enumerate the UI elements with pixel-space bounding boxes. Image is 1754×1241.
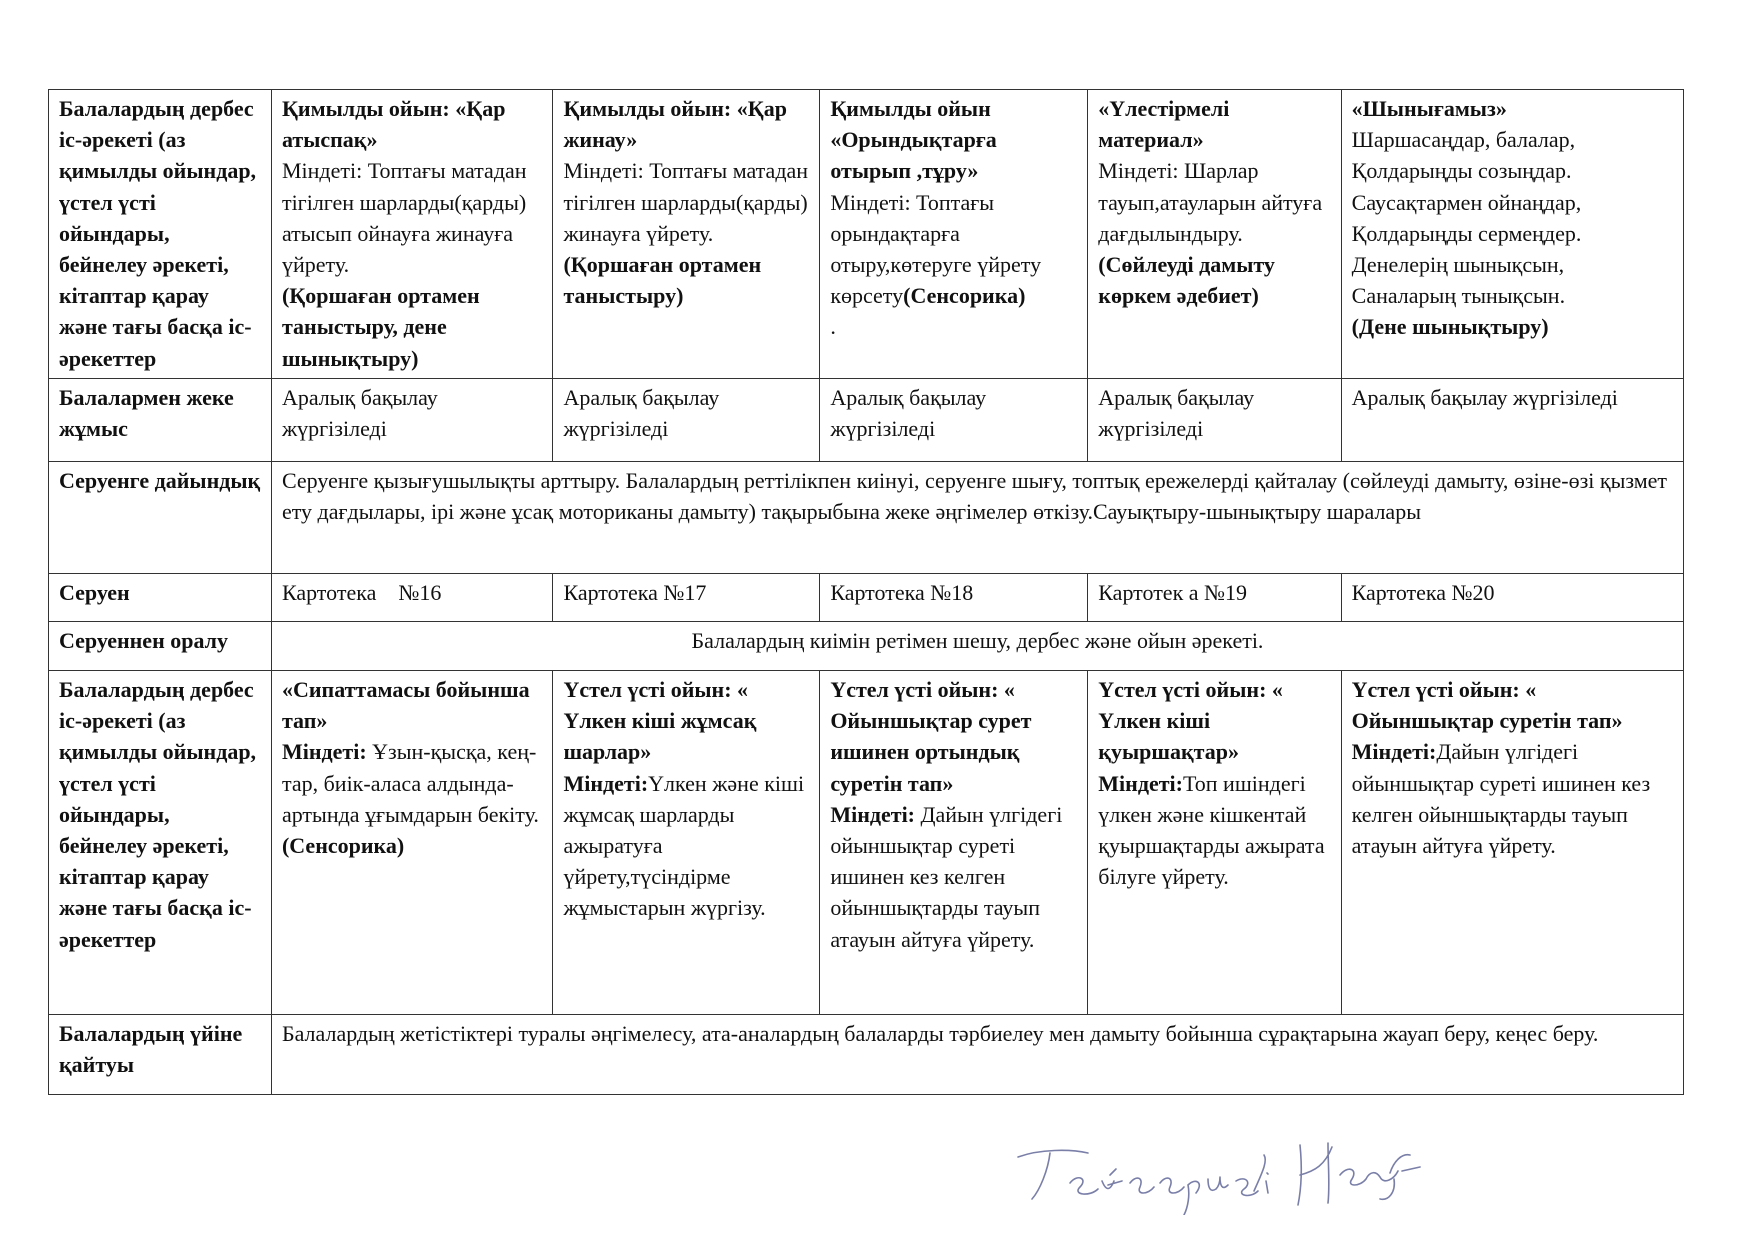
poem-line: Саналарың тынықсын. [1351,283,1566,309]
plan-table [48,89,1684,1095]
task-label: Міндеті: [830,801,916,827]
table-cell: Картотека №16 [271,574,553,622]
activity-task: Үлкен және кіші жұмсақ шарларды ажыратуға үйрету,түсіндірме жұмыстарын жүргізу. [563,770,805,921]
activity-title: Қимылды ойын: «Қар жинау» [563,96,787,153]
activity-title: Үстел үсті ойын: « Үлкен кіші жұмсақ шарлар» [563,677,757,765]
row-going-home [49,1015,1684,1095]
activity-cell [1341,671,1683,1015]
task-label: Міндеті: [1098,770,1183,796]
activity-title: Үстел үсті ойын: « Ойыншықтар сурет ишинен ортындық суретін тап» [830,677,1032,796]
activity-title: Қимылды ойын: «Қар атыспақ» [281,96,506,153]
table-cell: Балалардың жетістіктері туралы әңгімелесу, ата-аналардың балаларды тәрбиелеу мен дамыту бойынша сұрақтарына жауап беру, кеңес беру. [271,1015,1683,1095]
activity-task: Міндеті: Топтағы матадан тігілген шарларды(қарды) жинауға үйрету. [563,158,809,246]
activity-task: Міндеті: Шарлар тауып,атауларын айтуға дағдылындыру. [1098,158,1323,246]
poem-line: Саусақтармен ойнаңдар, [1351,189,1582,215]
row-head: Серуен [49,574,272,622]
activity-area: (Дене шынықтыру) [1351,314,1549,340]
row-head: Балалардың дербес іс-әрекеті (аз қимылды ойындар, үстел үсті ойындары, бейнелеу әрекеті, кітаптар қарау және тағы басқа іс-әрекеттер [49,90,272,379]
row-head: Балалардың үйіне қайтуы [49,1015,272,1095]
activity-task: Міндеті: Топтағы матадан тігілген шарларды(қарды) атысып ойнауға жинауға үйрету. [281,158,527,278]
activity-cell [553,671,820,1015]
table-cell: Картотек а №19 [1088,574,1341,622]
task-label: Міндеті: [1351,739,1437,765]
table-cell: Аралық бақылау жүргізіледі [1088,379,1341,462]
activity-tail: . [830,314,836,340]
task-label: Міндеті: [281,739,367,765]
table-cell: Балалардың киімін ретімен шешу, дербес және ойын әрекеті. [271,622,1683,671]
table-cell: Аралық бақылау жүргізіледі [1341,379,1683,462]
table-cell: Аралық бақылау жүргізіледі [820,379,1088,462]
activity-task: Топ ишіндегі үлкен және кішкентай қуыршақтарды ажырата білуге үйрету. [1098,770,1325,890]
poem-line: Қолдарыңды сермеңдер. [1351,220,1582,246]
task-label: Міндеті: [563,770,649,796]
poem-line: Денелерің шынықсын, [1351,252,1565,278]
row-head: Балалардың дербес іс-әрекеті (аз қимылды ойындар, үстел үсті ойындары, бейнелеу әрекеті, кітаптар қарау және тағы басқа іс-әрекеттер [49,671,272,1015]
row-head: Балалармен жеке жұмыс [49,379,272,462]
activity-cell [820,671,1088,1015]
activity-cell [1088,671,1341,1015]
table-cell: Картотека №20 [1341,574,1683,622]
activity-title: Үстел үсті ойын: « Үлкен кіші қуыршақтар» [1098,677,1283,765]
activity-title: «Үлестірмелі материал» [1098,96,1230,153]
activity-task: Міндеті: Топтағы орындақтарға отыру,көтеруге үйрету көрсету [830,189,1042,309]
row-head: Серуенге дайындық [49,462,272,574]
activity-cell [271,90,553,379]
table-cell: Аралық бақылау жүргізіледі [271,379,553,462]
activity-cell [271,671,553,1015]
row-return-from-walk [49,622,1684,671]
activity-cell [1088,90,1341,379]
row-head: Серуеннен оралу [49,622,272,671]
row-walk [49,574,1684,622]
activity-task: Дайын үлгідегі ойыншықтар суреті ишинен кез келген ойыншықтарды тауып атауын айтуға үйрету. [830,801,1063,952]
activity-cell [820,90,1088,379]
table-cell: Картотека №18 [820,574,1088,622]
activity-title: Үстел үсті ойын: « Ойыншықтар суретін тап» [1351,677,1623,734]
activity-title: «Шынығамыз» [1351,96,1507,121]
activity-title: Қимылды ойын «Орындықтарға отырып ,тұру» [830,96,997,184]
activity-task: Дайын үлгідегі ойыншықтар суреті ишинен кез келген ойыншықтарды тауып атауын айтуға үйрету. [1351,739,1651,859]
table-cell: Серуенге қызығушылықты арттыру. Балалардың реттілікпен киінуі, серуенге шығу, топтық ережелерді қайталау (сөйлеуді дамыту, өзіне-өзі қызмет ету дағдылары, ірі және ұсақ моториканы дамыту) тақырыбына жеке әңгімелер өткізу.Сауықтыру-шынықтыру шаралары [271,462,1683,574]
handwritten-signature [1010,1135,1430,1215]
activity-title: «Сипаттамасы бойынша тап» [281,677,530,734]
row-individual-work [49,379,1684,462]
row-independent-activity-1 [49,90,1684,379]
activity-area: (Сенсорика) [281,833,405,859]
activity-area: (Сенсорика) [903,283,1026,309]
activity-area: (Сөйлеуді дамыту көркем әдебиет) [1098,252,1275,309]
activity-task: Ұзын-қысқа, кең-тар, биік-аласа алдында-артында ұғымдарын бекіту. [281,739,539,827]
poem-line: Шаршасаңдар, балалар, [1351,127,1576,153]
activity-area: (Қоршаған ортамен таныстыру) [563,252,762,309]
row-walk-preparation [49,462,1684,574]
activity-cell [553,90,820,379]
activity-cell [1341,90,1683,379]
activity-area: (Қоршаған ортамен таныстыру, дене шынықтыру) [281,283,480,371]
table-cell: Картотека №17 [553,574,820,622]
poem-line: Қолдарыңды созыңдар. [1351,158,1572,184]
table-cell: Аралық бақылау жүргізіледі [553,379,820,462]
row-independent-activity-2 [49,671,1684,1015]
